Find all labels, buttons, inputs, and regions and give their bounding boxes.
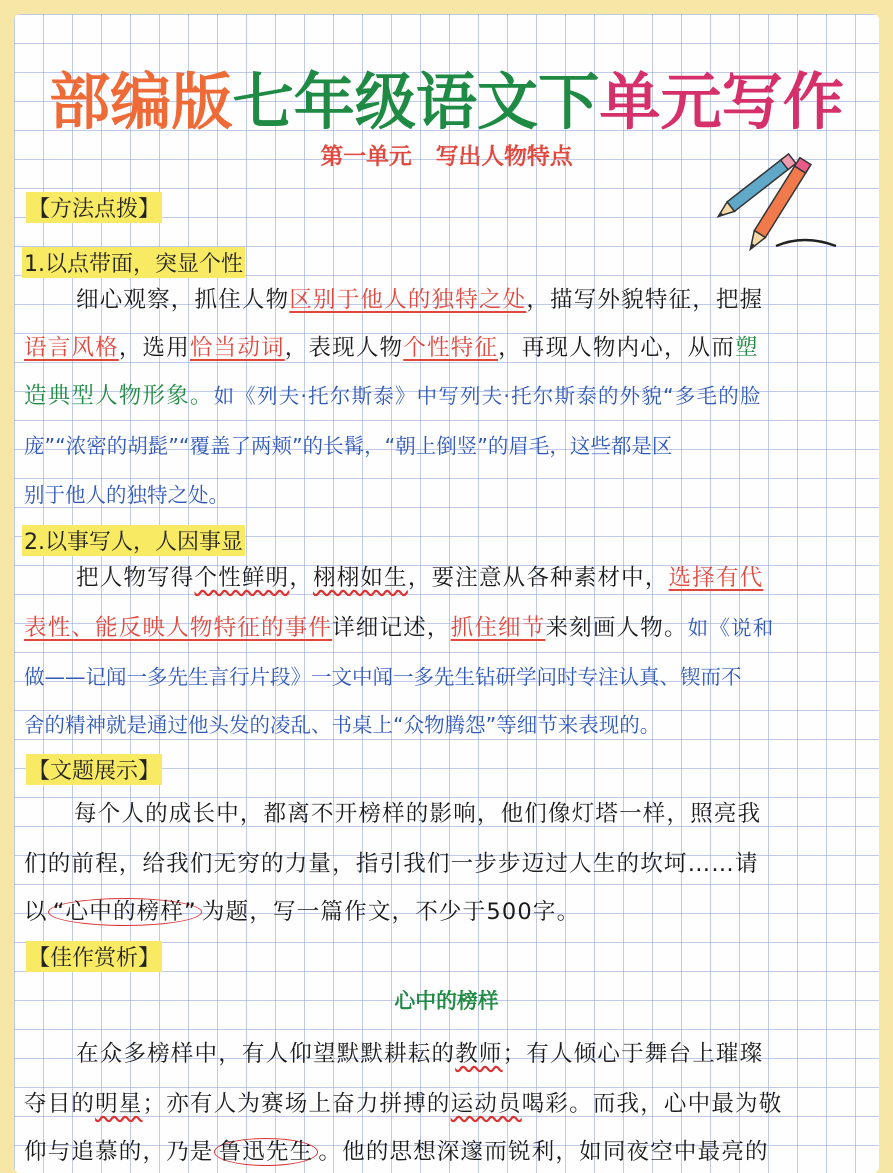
prompt-line2: 们的前程，给我们无穷的力量，指引我们一步步迈过人生的坎坷……请 <box>24 851 759 877</box>
point1-line1: 细心观察，抓住人物区别于他人的独特之处，描写外貌特征，把握 <box>76 287 764 313</box>
essay-line2: 夺目的明星；亦有人为赛场上奋力拼搏的运动员喝彩。而我，心中最为敬 <box>24 1091 783 1117</box>
page-title: 部编版七年级语文下单元写作 <box>49 67 844 138</box>
point1-line2: 语言风格，选用恰当动词，表现人物个性特征，再现人物内心，从而塑 <box>24 335 759 361</box>
point1-line5: 别于他人的独特之处。 <box>24 483 229 507</box>
point1-line3: 造典型人物形象。如《列夫·托尔斯泰》中写列夫·托尔斯泰的外貌“多毛的脸 <box>24 383 762 409</box>
essay-heading: 【佳作赏析】 <box>26 941 162 972</box>
prompt-heading: 【文题展示】 <box>26 754 162 785</box>
point2-heading: 2.以事写人，人因事显 <box>22 525 245 556</box>
point2-line2: 表性、能反映人物特征的事件详细记述，抓住细节来刻画人物。如《说和 <box>24 615 775 641</box>
essay-title: 心中的榜样 <box>394 989 499 1013</box>
unit-subtitle: 第一单元 写出人物特点 <box>320 144 573 170</box>
point2-line4: 舍的精神就是通过他头发的凌乱、书桌上“众物腾怨”等细节来表现的。 <box>24 713 661 737</box>
method-heading: 【方法点拨】 <box>26 192 162 223</box>
essay-line1: 在众多榜样中，有人仰望默默耕耘的教师；有人倾心于舞台上璀璨 <box>76 1041 764 1067</box>
prompt-line1: 每个人的成长中，都离不开榜样的影响，他们像灯塔一样，照亮我 <box>74 801 762 827</box>
point2-line3: 做——记闻一多先生言行片段》一文中闻一多先生钻研学问时专注认真、锲而不 <box>24 665 742 689</box>
essay-line3: 仰与追慕的，乃是 鲁迅先生 。他的思想深邃而锐利，如同夜空中最亮的 <box>24 1139 769 1165</box>
point2-line1: 把人物写得个性鲜明，栩栩如生，要注意从各种素材中，选择有代 <box>76 565 764 591</box>
point1-heading: 1.以点带面，突显个性 <box>22 247 245 278</box>
point1-line4: 庞”“浓密的胡髭”“覆盖了两颊”的长髯，“朝上倒竖”的眉毛，这些都是区 <box>24 434 673 458</box>
worksheet-page <box>14 14 879 1173</box>
prompt-line3: 以 “心中的榜样” 为题，写一篇作文，不少于500字。 <box>24 899 581 925</box>
pencils-icon <box>714 142 844 252</box>
